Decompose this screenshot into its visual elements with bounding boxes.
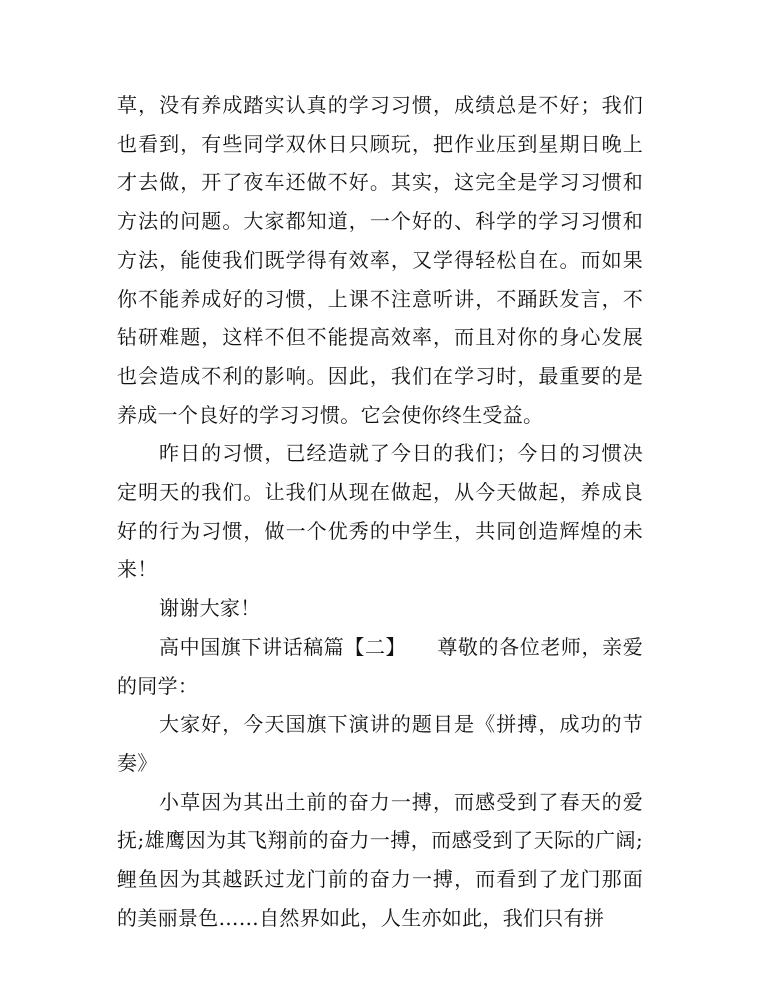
paragraph-struggle: 小草因为其出土前的奋力一搏，而感受到了春天的爱抚;雄鹰因为其飞翔前的奋力一搏，而感受到了天际的广阔;鲤鱼因为其越跃过龙门前的奋力一搏，而看到了龙门那面的美丽景色……自然界如此，人生亦如此，我们只有拼 [117, 789, 643, 930]
paragraph-speech-topic: 大家好，今天国旗下演讲的题目是《拼搏，成功的节奏》 [117, 712, 643, 775]
document-body [117, 86, 643, 937]
paragraph-study-habits: 草，没有养成踏实认真的学习习惯，成绩总是不好；我们也看到，有些同学双休日只顾玩，把作业压到星期日晚上才去做，开了夜车还做不好。其实，这完全是学习习惯和方法的问题。大家都知道，一个好的、科学的学习习惯和方法，能使我们既学得有效率，又学得轻松自在。而如果你不能养成好的习惯，上课不注意听讲，不踊跃发言，不钻研难题，这样不但不能提高效率，而且对你的身心发展也会造成不利的影响。因此，我们在学习时，最重要的是养成一个良好的学习习惯。它会使你终生受益。 [117, 93, 643, 427]
paragraph-speech-two-greeting: 高中国旗下讲话稿篇【二】 尊敬的各位老师，亲爱的同学： [117, 634, 643, 698]
paragraph-habits-conclusion: 昨日的习惯，已经造就了今日的我们；今日的习惯决定明天的我们。让我们从现在做起，从今天做起，养成良好的行为习惯，做一个优秀的中学生，共同创造辉煌的未来！ [117, 441, 643, 582]
paragraph-thanks: 谢谢大家！ [159, 596, 261, 621]
